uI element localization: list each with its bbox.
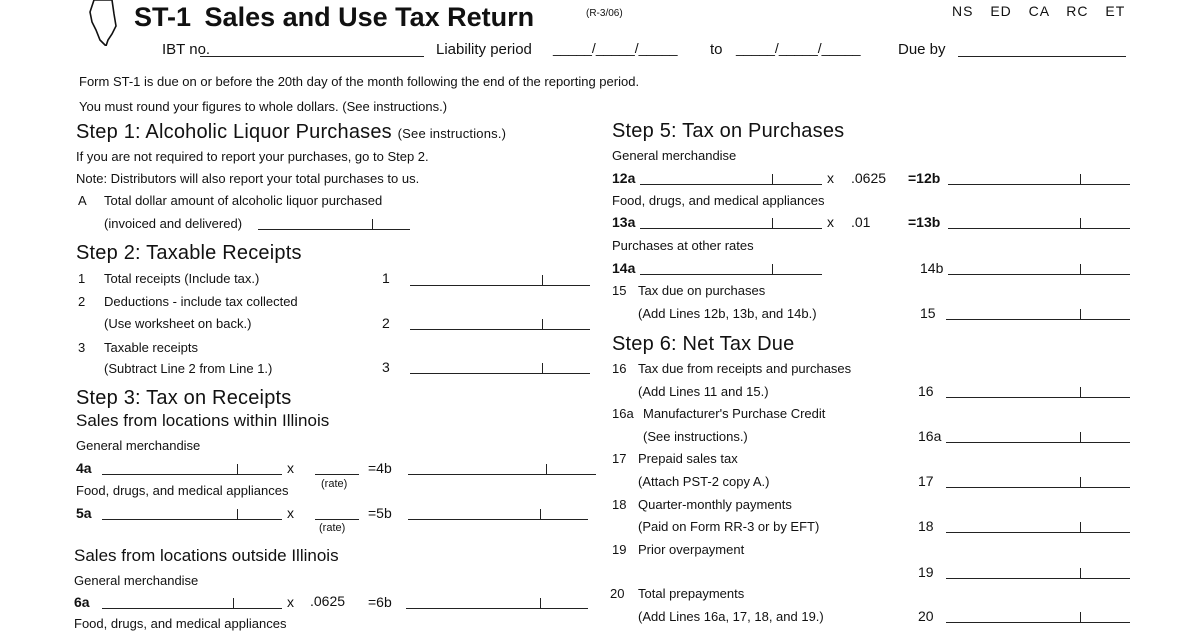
line17-label-2: (Attach PST-2 copy A.)	[638, 474, 770, 489]
due-field[interactable]	[958, 56, 1126, 57]
line17-box-label: 17	[918, 473, 934, 489]
line16-field[interactable]	[946, 397, 1130, 398]
line2-box-label: 2	[382, 315, 390, 331]
step3-heading: Step 3: Tax on Receipts	[76, 387, 292, 409]
line5-rate-field[interactable]	[315, 519, 359, 520]
step1-text-1: If you are not required to report your purchases, go to Step 2.	[76, 149, 429, 164]
line19-number: 19	[612, 542, 627, 557]
line16a-box-label: 16a	[918, 428, 942, 444]
line4-times: x	[287, 460, 294, 476]
line3-label-2: (Subtract Line 2 from Line 1.)	[104, 361, 273, 376]
line3-box-label: 3	[382, 359, 390, 375]
line6b-label: =6b	[368, 594, 392, 610]
line13-rate: .01	[851, 214, 871, 230]
line14b-field[interactable]	[948, 274, 1130, 275]
line16-label-2: (Add Lines 11 and 15.)	[638, 384, 769, 399]
step3-food-label: Food, drugs, and medical appliances	[76, 483, 289, 498]
line16a-label-2: (See instructions.)	[643, 429, 748, 444]
due-label: Due by	[898, 41, 946, 58]
line16-number: 16	[612, 361, 627, 376]
line12-times: x	[827, 170, 834, 186]
line16-label-1: Tax due from receipts and purchases	[638, 361, 852, 376]
step3-general-merch-label-2: General merchandise	[74, 573, 199, 588]
line4a-field[interactable]	[102, 474, 282, 475]
line1-box-label: 1	[382, 270, 390, 286]
line17-label-1: Prepaid sales tax	[638, 451, 738, 466]
line1-number: 1	[78, 271, 86, 286]
step2-heading: Step 2: Taxable Receipts	[76, 242, 302, 264]
line15-label-2: (Add Lines 12b, 13b, and 14b.)	[638, 306, 817, 321]
line2-field[interactable]	[410, 329, 590, 330]
line20-field[interactable]	[946, 622, 1130, 623]
line6-rate: .0625	[310, 593, 346, 609]
line4b-label: =4b	[368, 460, 392, 476]
line19-field[interactable]	[946, 578, 1130, 579]
step3-general-merch-label: General merchandise	[76, 438, 201, 453]
line17-field[interactable]	[946, 487, 1130, 488]
step3-food-label-2: Food, drugs, and medical appliances	[74, 616, 287, 631]
line19-box-label: 19	[918, 564, 934, 580]
line16a-field[interactable]	[946, 442, 1130, 443]
line20-label-2: (Add Lines 16a, 17, 18, and 19.)	[638, 609, 824, 624]
line12b-label: =12b	[908, 170, 941, 186]
line18-box-label: 18	[918, 518, 934, 534]
revision-code: (R-3/06)	[586, 8, 623, 19]
line18-number: 18	[612, 497, 627, 512]
line4-rate-caption: (rate)	[321, 478, 348, 490]
line13a-field[interactable]	[640, 228, 822, 229]
line20-label-1: Total prepayments	[638, 586, 745, 601]
within-illinois-subheading: Sales from locations within Illinois	[76, 411, 330, 430]
line5b-field[interactable]	[408, 519, 588, 520]
line6b-field[interactable]	[406, 608, 588, 609]
line16a-number: 16a	[612, 406, 634, 421]
line5a-field[interactable]	[102, 519, 282, 520]
illinois-outline-icon	[82, 0, 134, 46]
line12a-label: 12a	[612, 170, 636, 186]
line17-number: 17	[612, 451, 627, 466]
line12-rate: .0625	[851, 170, 887, 186]
line14b-label: 14b	[920, 260, 944, 276]
line16a-label-1: Manufacturer's Purchase Credit	[643, 406, 826, 421]
line18-label-1: Quarter-monthly payments	[638, 497, 792, 512]
line3-label-1: Taxable receipts	[104, 340, 198, 355]
line12a-field[interactable]	[640, 184, 822, 185]
line13a-label: 13a	[612, 214, 636, 230]
line2-number: 2	[78, 294, 86, 309]
step1-line-a-text-2: (invoiced and delivered)	[104, 216, 243, 231]
line14a-field[interactable]	[640, 274, 822, 275]
line15-field[interactable]	[946, 319, 1130, 320]
step5-other-rates-label: Purchases at other rates	[612, 238, 754, 253]
line1-field[interactable]	[410, 285, 590, 286]
line20-box-label: 20	[918, 608, 934, 624]
step1-line-a-letter: A	[78, 193, 87, 208]
step1-text-2: Note: Distributors will also report your total purchases to us.	[76, 171, 420, 186]
line4-rate-field[interactable]	[315, 474, 359, 475]
line4b-field[interactable]	[408, 474, 596, 475]
line13b-label: =13b	[908, 214, 941, 230]
line12b-field[interactable]	[948, 184, 1130, 185]
line15-label-1: Tax due on purchases	[638, 283, 766, 298]
line13-times: x	[827, 214, 834, 230]
line13b-field[interactable]	[948, 228, 1130, 229]
to-label: to	[710, 41, 723, 58]
line20-number: 20	[610, 586, 625, 601]
liability-from-field[interactable]: _____/_____/_____	[553, 40, 678, 56]
step1-line-a-field[interactable]	[258, 229, 410, 230]
line18-label-2: (Paid on Form RR-3 or by EFT)	[638, 519, 820, 534]
line6a-label: 6a	[74, 594, 90, 610]
liability-to-field[interactable]: _____/_____/_____	[736, 40, 861, 56]
step5-general-merch-label: General merchandise	[612, 148, 737, 163]
line6a-field[interactable]	[102, 608, 282, 609]
line3-field[interactable]	[410, 373, 590, 374]
step5-heading: Step 5: Tax on Purchases	[612, 120, 845, 142]
intro-line-1: Form ST-1 is due on or before the 20th day of the month following the end of the reporting period.	[79, 74, 640, 89]
step1-line-a-text-1: Total dollar amount of alcoholic liquor purchased	[104, 193, 383, 208]
liability-label: Liability period	[436, 41, 532, 58]
line4a-label: 4a	[76, 460, 92, 476]
step1-heading: Step 1: Alcoholic Liquor Purchases (See instructions.)	[76, 121, 507, 143]
ibt-label: IBT no.	[162, 41, 211, 58]
line15-box-label: 15	[920, 305, 936, 321]
line16-box-label: 16	[918, 383, 934, 399]
step6-heading: Step 6: Net Tax Due	[612, 333, 795, 355]
intro-line-2: You must round your figures to whole dollars. (See instructions.)	[79, 99, 448, 114]
line5-times: x	[287, 505, 294, 521]
line14a-label: 14a	[612, 260, 636, 276]
outside-illinois-subheading: Sales from locations outside Illinois	[74, 546, 339, 565]
line15-number: 15	[612, 283, 627, 298]
line5b-label: =5b	[368, 505, 392, 521]
line3-number: 3	[78, 340, 86, 355]
line19-label-1: Prior overpayment	[638, 542, 745, 557]
office-codes: NS ED CA RC ET	[952, 3, 1126, 19]
ibt-field[interactable]	[200, 56, 424, 57]
line2-label-1: Deductions - include tax collected	[104, 294, 298, 309]
line1-label: Total receipts (Include tax.)	[104, 271, 260, 286]
form-title: ST-1 Sales and Use Tax Return	[134, 2, 535, 32]
line5a-label: 5a	[76, 505, 92, 521]
line18-field[interactable]	[946, 532, 1130, 533]
line6-times: x	[287, 594, 294, 610]
line2-label-2: (Use worksheet on back.)	[104, 316, 252, 331]
step5-food-label: Food, drugs, and medical appliances	[612, 193, 825, 208]
line5-rate-caption: (rate)	[319, 522, 346, 534]
